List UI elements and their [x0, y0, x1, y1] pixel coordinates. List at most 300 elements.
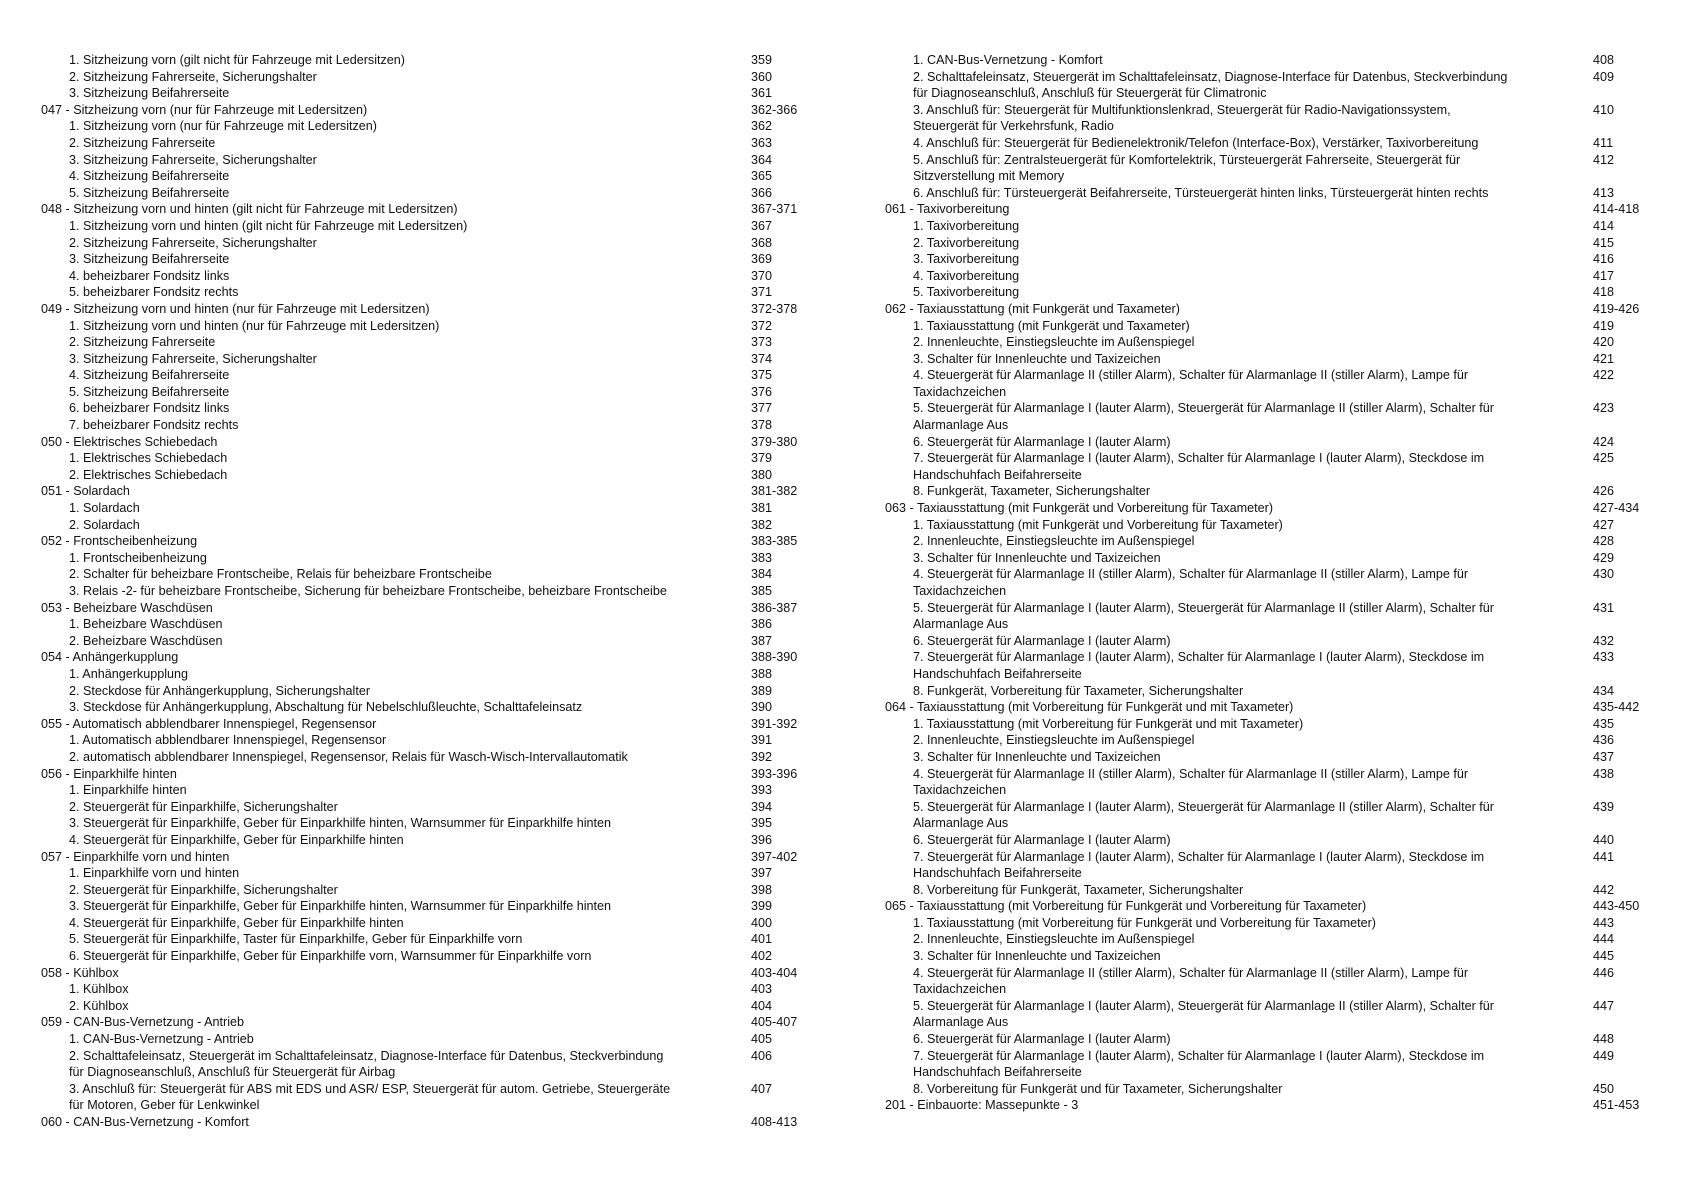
toc-subentry	[885, 931, 1655, 948]
toc-entry-title	[41, 235, 751, 252]
toc-entry-text: 5. Steuergerät für Einparkhilfe, Taster für Einparkhilfe, Geber für Einparkhilfe vorn	[69, 932, 523, 947]
toc-entry-text: 055 - Automatisch abblendbarer Innenspiegel, Regensensor	[41, 716, 377, 731]
toc-subentry	[885, 517, 1655, 534]
toc-subentry	[41, 550, 821, 567]
toc-subentry	[41, 251, 821, 268]
toc-entry-title	[41, 69, 751, 86]
toc-subentry	[41, 185, 821, 202]
toc-entry-text: 049 - Sitzheizung vorn und hinten (nur für Fahrzeuge mit Ledersitzen)	[41, 301, 430, 316]
toc-entry-title	[885, 749, 1593, 766]
toc-subentry	[41, 683, 821, 700]
toc-section-entry	[885, 1097, 1655, 1114]
toc-subentry	[41, 235, 821, 252]
toc-subentry	[41, 268, 821, 285]
toc-entry-text: 054 - Anhängerkupplung	[41, 650, 179, 665]
toc-page-number: 373	[751, 335, 773, 350]
toc-entry-text: 7. Steuergerät für Alarmanlage I (lauter Alarm), Schalter für Alarmanlage I (lauter Alarm), Steckdose im Handschuhfach Beifahrerseite	[913, 650, 1485, 681]
toc-left-column	[41, 52, 821, 1131]
toc-entry-text: 4. Steuergerät für Alarmanlage II (stiller Alarm), Schalter für Alarmanlage II (stiller Alarm), Lampe für Taxidachzeichen	[913, 368, 1469, 399]
toc-page-number: 399	[751, 899, 773, 914]
toc-entry-text: 3. Relais -2- für beheizbare Frontscheibe, Sicherung für beheizbare Frontscheibe, beheizbare Frontscheibe	[69, 584, 667, 598]
toc-entry-text: 6. Steuergerät für Alarmanlage I (lauter Alarm)	[913, 832, 1171, 847]
toc-entry-text: 5. beheizbarer Fondsitz rechts	[69, 285, 239, 300]
toc-entry-title	[41, 251, 751, 268]
toc-entry-title	[885, 69, 1593, 102]
toc-entry-text: 2. Solardach	[69, 517, 140, 532]
toc-page-number: 431	[1593, 600, 1615, 615]
toc-entry-title	[885, 732, 1593, 749]
toc-subentry	[885, 1081, 1655, 1098]
toc-entry-text: 1. Sitzheizung vorn (gilt nicht für Fahrzeuge mit Ledersitzen)	[69, 53, 405, 67]
toc-subentry	[41, 118, 821, 135]
toc-entry-title	[41, 649, 751, 666]
toc-entry-title	[41, 218, 751, 235]
toc-entry-title	[41, 351, 751, 368]
toc-page-number: 448	[1593, 1032, 1615, 1047]
toc-entry-text: 4. Sitzheizung Beifahrerseite	[69, 169, 230, 184]
toc-page-number: 383-385	[751, 534, 798, 549]
toc-entry-title	[41, 799, 751, 816]
toc-page-number: 421	[1593, 351, 1615, 366]
toc-page-number: 449	[1593, 1048, 1615, 1063]
toc-entry-text: 1. Frontscheibenheizung	[69, 550, 207, 565]
toc-entry-title	[885, 649, 1593, 682]
toc-entry-text: 1. Automatisch abblendbarer Innenspiegel, Regensensor	[69, 733, 387, 748]
toc-subentry	[885, 600, 1655, 633]
toc-entry-text: 1. Taxiausstattung (mit Funkgerät und Taxameter)	[913, 318, 1190, 333]
toc-entry-title	[41, 434, 751, 451]
toc-entry-text: 8. Funkgerät, Vorbereitung für Taxameter, Sicherungshalter	[913, 683, 1244, 698]
toc-entry-title	[885, 301, 1593, 318]
toc-page-number: 435-442	[1593, 700, 1640, 715]
toc-entry-title	[885, 135, 1593, 152]
toc-section-entry	[41, 649, 821, 666]
toc-page-number: 388-390	[751, 650, 798, 665]
toc-entry-text: 2. Steuergerät für Einparkhilfe, Sicherungshalter	[69, 799, 338, 814]
toc-page-number: 411	[1593, 135, 1614, 150]
toc-entry-title	[41, 1114, 751, 1131]
toc-subentry	[885, 185, 1655, 202]
toc-page-number: 445	[1593, 949, 1615, 964]
toc-entry-title	[885, 898, 1593, 915]
toc-entry-text: 057 - Einparkhilfe vorn und hinten	[41, 849, 230, 864]
toc-section-entry	[41, 600, 821, 617]
toc-page-number: 367-371	[751, 202, 798, 217]
toc-entry-text: 4. Taxivorbereitung	[913, 268, 1020, 283]
toc-page-number: 444	[1593, 932, 1615, 947]
toc-entry-title	[41, 367, 751, 384]
toc-subentry	[885, 351, 1655, 368]
toc-entry-title	[41, 201, 751, 218]
toc-subentry	[41, 351, 821, 368]
toc-page-number: 375	[751, 368, 773, 383]
toc-page-number: 393	[751, 783, 773, 798]
toc-page-number: 359	[751, 53, 773, 67]
toc-page-number: 391	[751, 733, 773, 748]
toc-subentry	[41, 334, 821, 351]
toc-subentry	[41, 284, 821, 301]
toc-entry-title	[885, 1048, 1593, 1081]
toc-entry-text: 1. Sitzheizung vorn und hinten (gilt nicht für Fahrzeuge mit Ledersitzen)	[69, 218, 468, 233]
toc-page-number: 425	[1593, 451, 1615, 466]
toc-entry-title	[885, 533, 1593, 550]
toc-page-number: 415	[1593, 235, 1615, 250]
toc-entry-text: 5. Sitzheizung Beifahrerseite	[69, 185, 230, 200]
toc-entry-text: 1. Taxivorbereitung	[913, 218, 1020, 233]
toc-entry-title	[41, 400, 751, 417]
toc-entry-title	[41, 998, 751, 1015]
toc-subentry	[885, 965, 1655, 998]
toc-entry-text: 7. beheizbarer Fondsitz rechts	[69, 418, 239, 433]
toc-section-entry	[41, 434, 821, 451]
toc-entry-text: 5. Steuergerät für Alarmanlage I (lauter Alarm), Steuergerät für Alarmanlage II (stiller Alarm), Schalter für Alarmanlage Aus	[913, 600, 1494, 632]
toc-subentry	[41, 517, 821, 534]
toc-page-number: 424	[1593, 434, 1615, 449]
toc-page-number: 429	[1593, 550, 1615, 565]
toc-entry-text: 1. Kühlbox	[69, 982, 129, 997]
toc-subentry	[41, 218, 821, 235]
toc-subentry	[41, 318, 821, 335]
toc-entry-text: 2. Innenleuchte, Einstiegsleuchte im Außenspiegel	[913, 733, 1195, 748]
toc-entry-title	[41, 600, 751, 617]
toc-entry-title	[41, 716, 751, 733]
toc-subentry	[885, 1048, 1655, 1081]
toc-entry-text: 3. Schalter für Innenleuchte und Taxizeichen	[913, 351, 1161, 366]
toc-entry-text: 201 - Einbauorte: Massepunkte - 3	[885, 1098, 1079, 1113]
toc-page-number: 446	[1593, 965, 1615, 980]
toc-entry-text: 1. Anhängerkupplung	[69, 666, 189, 681]
toc-entry-title	[41, 1031, 751, 1048]
toc-entry-text: 061 - Taxivorbereitung	[885, 202, 1010, 217]
toc-subentry	[885, 218, 1655, 235]
toc-page-number: 401	[751, 932, 773, 947]
toc-entry-title	[885, 799, 1593, 832]
toc-entry-text: 051 - Solardach	[41, 484, 130, 499]
toc-subentry	[41, 566, 821, 583]
toc-entry-text: 6. beheizbarer Fondsitz links	[69, 401, 230, 416]
toc-entry-title	[41, 102, 751, 119]
toc-entry-title	[885, 102, 1593, 135]
toc-entry-text: 3. Taxivorbereitung	[913, 252, 1020, 267]
toc-page-number: 414-418	[1593, 202, 1640, 217]
toc-subentry	[885, 683, 1655, 700]
toc-entry-text: 2. Steckdose für Anhängerkupplung, Sicherungshalter	[69, 683, 371, 698]
toc-entry-title	[41, 85, 751, 102]
toc-entry-text: 2. Innenleuchte, Einstiegsleuchte im Außenspiegel	[913, 932, 1195, 947]
toc-subentry	[41, 85, 821, 102]
toc-subentry	[885, 251, 1655, 268]
toc-entry-text: 2. Beheizbare Waschdüsen	[69, 633, 223, 648]
toc-page-number: 427	[1593, 517, 1615, 532]
toc-subentry	[885, 716, 1655, 733]
toc-entry-text: 1. CAN-Bus-Vernetzung - Antrieb	[69, 1032, 254, 1047]
toc-page-number: 441	[1593, 849, 1615, 864]
toc-entry-text: 8. Funkgerät, Taxameter, Sicherungshalter	[913, 484, 1151, 499]
toc-entry-title	[885, 882, 1593, 899]
toc-page-number: 360	[751, 69, 773, 84]
toc-entry-text: 1. CAN-Bus-Vernetzung - Komfort	[913, 53, 1103, 67]
toc-entry-title	[41, 865, 751, 882]
toc-page-number: 420	[1593, 335, 1615, 350]
toc-entry-title	[885, 550, 1593, 567]
toc-entry-title	[885, 367, 1593, 400]
toc-entry-title	[885, 318, 1593, 335]
toc-entry-title	[41, 981, 751, 998]
toc-entry-text: 1. Elektrisches Schiebedach	[69, 451, 228, 466]
toc-section-entry	[885, 301, 1655, 318]
toc-entry-title	[41, 849, 751, 866]
toc-page-number: 423	[1593, 401, 1615, 416]
toc-entry-text: 4. beheizbarer Fondsitz links	[69, 268, 230, 283]
toc-right-column	[885, 52, 1655, 1114]
toc-page-number: 416	[1593, 252, 1615, 267]
toc-page-number: 389	[751, 683, 773, 698]
toc-subentry	[885, 135, 1655, 152]
toc-entry-title	[41, 550, 751, 567]
toc-entry-text: 4. Sitzheizung Beifahrerseite	[69, 368, 230, 383]
toc-page-number: 383	[751, 550, 773, 565]
toc-entry-text: 3. Steckdose für Anhängerkupplung, Abschaltung für Nebelschlußleuchte, Schalttafeleinsatz	[69, 700, 583, 715]
toc-subentry	[41, 931, 821, 948]
toc-entry-text: 7. Steuergerät für Alarmanlage I (lauter Alarm), Schalter für Alarmanlage I (lauter Alarm), Steckdose im Handschuhfach Beifahrerseite	[913, 849, 1485, 881]
toc-entry-text: 4. Anschluß für: Steuergerät für Bedienelektronik/Telefon (Interface-Box), Verstärker, Taxivorbereitung	[913, 135, 1479, 150]
toc-entry-text: 4. Steuergerät für Einparkhilfe, Geber für Einparkhilfe hinten	[69, 832, 404, 847]
toc-entry-title	[41, 152, 751, 169]
toc-entry-text: 1. Solardach	[69, 501, 140, 516]
toc-entry-text: 2. Sitzheizung Fahrerseite	[69, 135, 216, 150]
toc-subentry	[885, 69, 1655, 102]
toc-entry-title	[885, 931, 1593, 948]
toc-page-number: 393-396	[751, 766, 798, 781]
toc-entry-title	[41, 168, 751, 185]
toc-subentry	[885, 284, 1655, 301]
toc-entry-title	[41, 566, 751, 583]
toc-section-entry	[41, 849, 821, 866]
toc-subentry	[885, 915, 1655, 932]
toc-page-number: 426	[1593, 484, 1615, 499]
toc-entry-text: 1. Taxiausstattung (mit Funkgerät und Vorbereitung für Taxameter)	[913, 517, 1283, 532]
toc-entry-title	[41, 616, 751, 633]
toc-entry-text: 2. Steuergerät für Einparkhilfe, Sicherungshalter	[69, 882, 338, 897]
toc-section-entry	[885, 500, 1655, 517]
toc-entry-title	[885, 699, 1593, 716]
toc-entry-text: 7. Steuergerät für Alarmanlage I (lauter Alarm), Schalter für Alarmanlage I (lauter Alarm), Steckdose im Handschuhfach Beifahrerseite	[913, 451, 1485, 482]
toc-page-number: 378	[751, 418, 773, 433]
toc-subentry	[885, 235, 1655, 252]
toc-page-number: 381	[751, 501, 773, 516]
toc-subentry	[41, 583, 821, 600]
toc-page-number: 392	[751, 749, 773, 764]
toc-page-number: 438	[1593, 766, 1615, 781]
toc-section-entry	[41, 102, 821, 119]
toc-section-entry	[41, 716, 821, 733]
toc-entry-text: 1. Einparkhilfe hinten	[69, 783, 187, 798]
toc-subentry	[41, 633, 821, 650]
toc-page-number: 363	[751, 135, 773, 150]
toc-subentry	[41, 616, 821, 633]
toc-section-entry	[885, 201, 1655, 218]
toc-entry-title	[885, 683, 1593, 700]
toc-entry-title	[41, 898, 751, 915]
toc-entry-title	[41, 948, 751, 965]
toc-entry-title	[885, 450, 1593, 483]
toc-subentry	[885, 533, 1655, 550]
toc-entry-title	[885, 915, 1593, 932]
toc-page-number: 376	[751, 384, 773, 399]
toc-page-number: 379	[751, 451, 773, 466]
toc-entry-title	[41, 1081, 751, 1114]
toc-entry-text: 5. Taxivorbereitung	[913, 285, 1020, 300]
toc-page-number: 361	[751, 86, 773, 101]
toc-subentry	[41, 815, 821, 832]
toc-entry-title	[885, 235, 1593, 252]
toc-entry-title	[41, 517, 751, 534]
toc-section-entry	[885, 898, 1655, 915]
toc-entry-text: 8. Vorbereitung für Funkgerät, Taxameter, Sicherungshalter	[913, 882, 1244, 897]
toc-entry-text: 5. Anschluß für: Zentralsteuergerät für Komfortelektrik, Türsteuergerät Fahrerseite, Steuergerät für Sitzverstellung mit Memory	[913, 152, 1461, 184]
toc-entry-text: 6. Steuergerät für Alarmanlage I (lauter Alarm)	[913, 434, 1171, 449]
toc-subentry	[41, 732, 821, 749]
toc-entry-text: 3. Schalter für Innenleuchte und Taxizeichen	[913, 949, 1161, 964]
toc-entry-title	[885, 152, 1593, 185]
toc-entry-text: 050 - Elektrisches Schiebedach	[41, 434, 218, 449]
toc-section-entry	[41, 965, 821, 982]
toc-entry-title	[41, 135, 751, 152]
toc-page-number: 410	[1593, 102, 1615, 117]
toc-entry-title	[41, 483, 751, 500]
toc-entry-text: 048 - Sitzheizung vorn und hinten (gilt nicht für Fahrzeuge mit Ledersitzen)	[41, 202, 458, 217]
toc-page-number: 436	[1593, 733, 1615, 748]
toc-entry-title	[41, 931, 751, 948]
toc-entry-text: 5. Steuergerät für Alarmanlage I (lauter Alarm), Steuergerät für Alarmanlage II (stiller Alarm), Schalter für Alarmanlage Aus	[913, 799, 1494, 831]
toc-entry-title	[41, 683, 751, 700]
toc-page-number: 430	[1593, 567, 1615, 582]
toc-entry-title	[41, 185, 751, 202]
toc-entry-title	[885, 351, 1593, 368]
toc-entry-title	[885, 849, 1593, 882]
toc-subentry	[885, 434, 1655, 451]
toc-subentry	[41, 367, 821, 384]
toc-entry-title	[885, 832, 1593, 849]
toc-entry-title	[885, 185, 1593, 202]
toc-subentry	[885, 882, 1655, 899]
toc-subentry	[41, 749, 821, 766]
toc-page-number: 422	[1593, 368, 1615, 383]
toc-page-number: 397	[751, 866, 773, 881]
toc-page-number: 398	[751, 882, 773, 897]
toc-subentry	[41, 981, 821, 998]
toc-subentry	[41, 998, 821, 1015]
toc-page-number: 390	[751, 700, 773, 715]
toc-entry-text: 6. Steuergerät für Alarmanlage I (lauter Alarm)	[913, 633, 1171, 648]
toc-entry-text: 6. Steuergerät für Einparkhilfe, Geber für Einparkhilfe vorn, Warnsummer für Einparkhilfe vorn	[69, 949, 592, 964]
toc-page-number: 419	[1593, 318, 1615, 333]
toc-subentry	[885, 749, 1655, 766]
toc-subentry	[885, 948, 1655, 965]
toc-page-number: 418	[1593, 285, 1615, 300]
toc-entry-text: 3. Schalter für Innenleuchte und Taxizeichen	[913, 749, 1161, 764]
toc-entry-text: 1. Beheizbare Waschdüsen	[69, 617, 223, 632]
toc-entry-text: 056 - Einparkhilfe hinten	[41, 766, 177, 781]
toc-page-number: 374	[751, 351, 773, 366]
toc-page-number: 366	[751, 185, 773, 200]
toc-page-number: 381-382	[751, 484, 798, 499]
toc-subentry	[41, 69, 821, 86]
toc-entry-text: 3. Steuergerät für Einparkhilfe, Geber für Einparkhilfe hinten, Warnsummer für Einparkhilfe hinten	[69, 816, 612, 831]
toc-page-number: 385	[751, 584, 773, 598]
toc-subentry	[885, 334, 1655, 351]
toc-entry-text: 064 - Taxiausstattung (mit Vorbereitung für Funkgerät und mit Taxameter)	[885, 700, 1294, 715]
toc-entry-title	[41, 118, 751, 135]
toc-page-number: 370	[751, 268, 773, 283]
toc-entry-title	[885, 251, 1593, 268]
toc-subentry	[41, 467, 821, 484]
toc-subentry	[41, 500, 821, 517]
toc-subentry	[885, 318, 1655, 335]
toc-page-number: 408	[1593, 53, 1615, 67]
toc-entry-title	[41, 284, 751, 301]
toc-page-number: 437	[1593, 749, 1615, 764]
toc-entry-text: 5. Sitzheizung Beifahrerseite	[69, 384, 230, 399]
toc-subentry	[885, 832, 1655, 849]
toc-entry-title	[885, 1031, 1593, 1048]
toc-entry-title	[885, 1081, 1593, 1098]
toc-page-number: 409	[1593, 69, 1615, 84]
toc-page-number: 417	[1593, 268, 1615, 283]
toc-page-number: 394	[751, 799, 773, 814]
toc-page-number: 364	[751, 152, 773, 167]
toc-entry-title	[41, 965, 751, 982]
toc-entry-title	[41, 417, 751, 434]
toc-page-number: 412	[1593, 152, 1615, 167]
toc-page-number: 397-402	[751, 849, 798, 864]
toc-entry-text: 7. Steuergerät für Alarmanlage I (lauter Alarm), Schalter für Alarmanlage I (lauter Alarm), Steckdose im Handschuhfach Beifahrerseite	[913, 1048, 1485, 1080]
toc-page-number: 386-387	[751, 600, 798, 615]
toc-entry-text: 2. Innenleuchte, Einstiegsleuchte im Außenspiegel	[913, 534, 1195, 549]
toc-entry-title	[41, 52, 751, 69]
toc-subentry	[885, 849, 1655, 882]
toc-page-number: 408-413	[751, 1115, 798, 1129]
toc-subentry	[885, 766, 1655, 799]
toc-page-number: 405-407	[751, 1015, 798, 1030]
toc-entry-text: 5. Steuergerät für Alarmanlage I (lauter Alarm), Steuergerät für Alarmanlage II (stiller Alarm), Schalter für Alarmanlage Aus	[913, 401, 1494, 433]
toc-page-number: 369	[751, 252, 773, 267]
toc-subentry	[41, 898, 821, 915]
toc-page-number: 434	[1593, 683, 1615, 698]
toc-entry-title	[885, 965, 1593, 998]
toc-page-number: 428	[1593, 534, 1615, 549]
toc-entry-text: 1. Taxiausstattung (mit Vorbereitung für Funkgerät und mit Taxameter)	[913, 716, 1304, 731]
toc-entry-title	[885, 268, 1593, 285]
toc-entry-title	[885, 566, 1593, 599]
toc-entry-text: 2. Sitzheizung Fahrerseite	[69, 335, 216, 350]
toc-entry-text: 2. Schalter für beheizbare Frontscheibe, Relais für beheizbare Frontscheibe	[69, 567, 492, 582]
toc-subentry	[885, 566, 1655, 599]
toc-entry-title	[885, 218, 1593, 235]
toc-entry-title	[885, 716, 1593, 733]
toc-entry-text: 065 - Taxiausstattung (mit Vorbereitung für Funkgerät und Vorbereitung für Taxameter)	[885, 899, 1367, 914]
toc-entry-title	[885, 766, 1593, 799]
toc-section-entry	[41, 766, 821, 783]
toc-page-number: 395	[751, 816, 773, 831]
toc-entry-title	[885, 483, 1593, 500]
toc-page-number: 400	[751, 915, 773, 930]
toc-page-number: 451-453	[1593, 1098, 1640, 1113]
toc-entry-text: 052 - Frontscheibenheizung	[41, 534, 198, 549]
toc-entry-title	[885, 1097, 1593, 1114]
toc-section-entry	[41, 1014, 821, 1031]
toc-entry-title	[41, 815, 751, 832]
